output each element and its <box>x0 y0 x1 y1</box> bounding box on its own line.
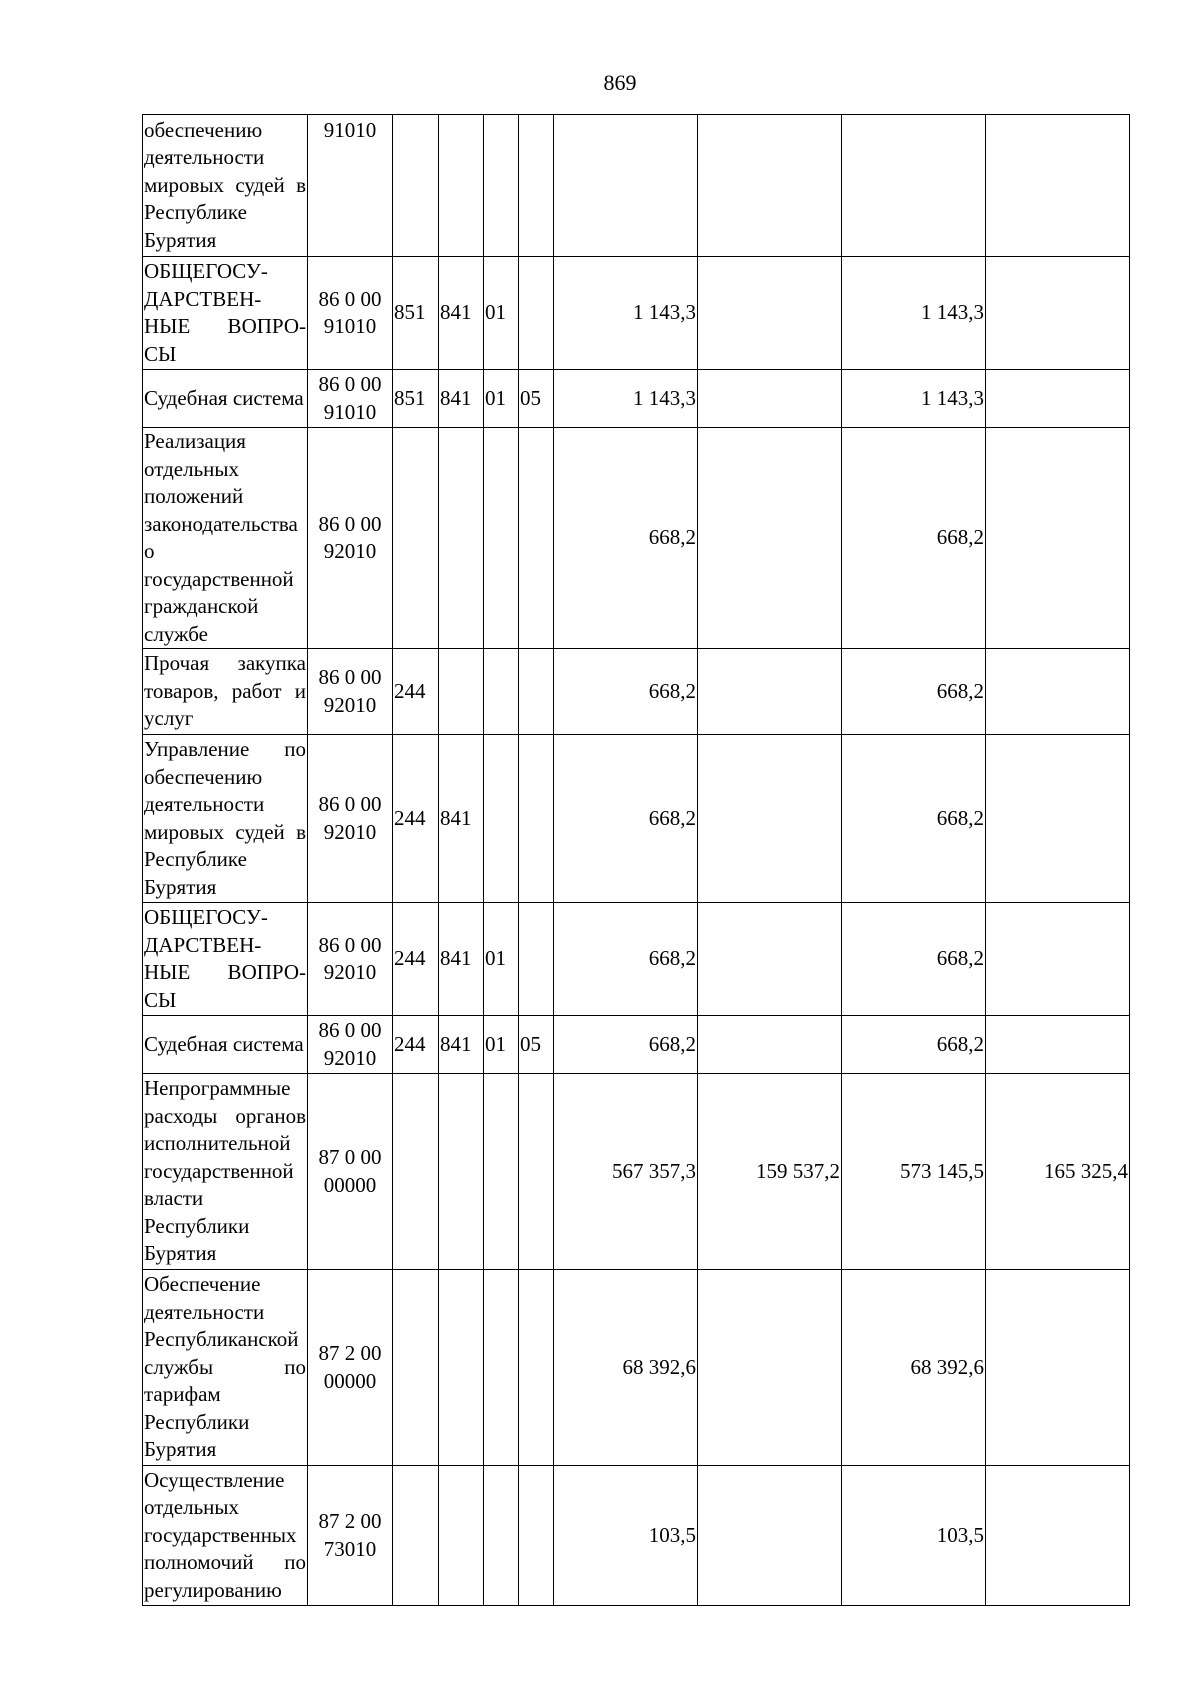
amount-3: 668,2 <box>842 649 986 735</box>
row-name: Осуществление отдельных государственных полномочий по регулированию <box>143 1466 308 1606</box>
amount-4 <box>986 735 1130 903</box>
amount-2 <box>698 735 842 903</box>
csr-code: 86 0 00 92010 <box>308 903 393 1016</box>
pr-code <box>519 903 554 1016</box>
table-row <box>143 1016 1130 1074</box>
table-row <box>143 370 1130 428</box>
amount-3 <box>842 115 986 257</box>
amount-2 <box>698 257 842 370</box>
amount-4 <box>986 115 1130 257</box>
rz-code <box>484 115 519 257</box>
row-name: Судебная система <box>143 1016 308 1074</box>
rz-code: 01 <box>484 1016 519 1074</box>
amount-3: 573 145,5 <box>842 1074 986 1270</box>
vr-code <box>393 428 439 649</box>
amount-3: 668,2 <box>842 903 986 1016</box>
table-body <box>143 115 1130 1606</box>
grbs-code <box>439 1466 484 1606</box>
table-row <box>143 428 1130 649</box>
amount-4 <box>986 903 1130 1016</box>
csr-code: 87 0 00 00000 <box>308 1074 393 1270</box>
vr-code: 851 <box>393 370 439 428</box>
amount-2 <box>698 115 842 257</box>
rz-code <box>484 428 519 649</box>
grbs-code: 841 <box>439 257 484 370</box>
pr-code <box>519 1270 554 1466</box>
pr-code <box>519 428 554 649</box>
amount-1: 103,5 <box>554 1466 698 1606</box>
amount-1: 668,2 <box>554 1016 698 1074</box>
table-row <box>143 903 1130 1016</box>
pr-code <box>519 115 554 257</box>
amount-1: 1 143,3 <box>554 257 698 370</box>
pr-code <box>519 1074 554 1270</box>
row-name: ОБЩЕГОСУ-ДАРСТВЕН-НЫЕ ВОПРО-СЫ <box>143 257 308 370</box>
amount-2 <box>698 903 842 1016</box>
amount-4 <box>986 1466 1130 1606</box>
vr-code <box>393 1074 439 1270</box>
vr-code: 244 <box>393 1016 439 1074</box>
pr-code <box>519 735 554 903</box>
amount-2 <box>698 428 842 649</box>
vr-code: 244 <box>393 903 439 1016</box>
row-name: Непрограммные расходы органов исполнительной государственной власти Республики Бурятия <box>143 1074 308 1270</box>
csr-code: 86 0 00 92010 <box>308 735 393 903</box>
rz-code <box>484 1074 519 1270</box>
grbs-code: 841 <box>439 735 484 903</box>
rz-code <box>484 1270 519 1466</box>
row-name: Управление по обеспечению деятельности мировых судей в Республике Бурятия <box>143 735 308 903</box>
rz-code: 01 <box>484 370 519 428</box>
csr-code: 91010 <box>308 115 393 257</box>
amount-3: 68 392,6 <box>842 1270 986 1466</box>
grbs-code <box>439 1270 484 1466</box>
grbs-code <box>439 649 484 735</box>
amount-3: 668,2 <box>842 428 986 649</box>
amount-4 <box>986 1016 1130 1074</box>
amount-2 <box>698 370 842 428</box>
row-name: Судебная система <box>143 370 308 428</box>
vr-code: 851 <box>393 257 439 370</box>
row-name: обеспечению деятельности мировых судей в Республике Бурятия <box>143 115 308 257</box>
amount-2 <box>698 649 842 735</box>
vr-code: 244 <box>393 735 439 903</box>
amount-4: 165 325,4 <box>986 1074 1130 1270</box>
budget-table <box>142 114 1130 1606</box>
csr-code: 86 0 00 92010 <box>308 649 393 735</box>
pr-code <box>519 1466 554 1606</box>
row-name: Обеспечение деятельности Республиканской службы по тарифам Республики Бурятия <box>143 1270 308 1466</box>
table-row <box>143 649 1130 735</box>
rz-code <box>484 1466 519 1606</box>
amount-1: 567 357,3 <box>554 1074 698 1270</box>
amount-1: 668,2 <box>554 903 698 1016</box>
amount-1: 668,2 <box>554 649 698 735</box>
amount-3: 1 143,3 <box>842 257 986 370</box>
row-name: Прочая закупка товаров, работ и услуг <box>143 649 308 735</box>
amount-3: 668,2 <box>842 735 986 903</box>
table-row <box>143 257 1130 370</box>
amount-1 <box>554 115 698 257</box>
rz-code <box>484 649 519 735</box>
csr-code: 86 0 00 92010 <box>308 1016 393 1074</box>
amount-1: 68 392,6 <box>554 1270 698 1466</box>
pr-code: 05 <box>519 370 554 428</box>
grbs-code <box>439 1074 484 1270</box>
vr-code <box>393 1270 439 1466</box>
grbs-code: 841 <box>439 903 484 1016</box>
amount-4 <box>986 428 1130 649</box>
amount-4 <box>986 1270 1130 1466</box>
amount-1: 668,2 <box>554 428 698 649</box>
row-name: Реализация отдельных положений законодательства о государственной гражданской службе <box>143 428 308 649</box>
grbs-code <box>439 428 484 649</box>
table-row <box>143 1074 1130 1270</box>
table-row <box>143 735 1130 903</box>
pr-code <box>519 257 554 370</box>
pr-code <box>519 649 554 735</box>
csr-code: 86 0 00 91010 <box>308 370 393 428</box>
csr-code: 86 0 00 91010 <box>308 257 393 370</box>
vr-code <box>393 1466 439 1606</box>
amount-2 <box>698 1466 842 1606</box>
amount-2: 159 537,2 <box>698 1074 842 1270</box>
amount-2 <box>698 1016 842 1074</box>
grbs-code: 841 <box>439 370 484 428</box>
table-row <box>143 115 1130 257</box>
grbs-code: 841 <box>439 1016 484 1074</box>
rz-code: 01 <box>484 257 519 370</box>
rz-code: 01 <box>484 903 519 1016</box>
amount-2 <box>698 1270 842 1466</box>
table-row <box>143 1270 1130 1466</box>
vr-code <box>393 115 439 257</box>
amount-1: 668,2 <box>554 735 698 903</box>
table-row <box>143 1466 1130 1606</box>
amount-3: 1 143,3 <box>842 370 986 428</box>
amount-3: 668,2 <box>842 1016 986 1074</box>
vr-code: 244 <box>393 649 439 735</box>
page-number: 869 <box>603 70 637 95</box>
csr-code: 87 2 00 00000 <box>308 1270 393 1466</box>
csr-code: 86 0 00 92010 <box>308 428 393 649</box>
amount-3: 103,5 <box>842 1466 986 1606</box>
pr-code: 05 <box>519 1016 554 1074</box>
amount-4 <box>986 370 1130 428</box>
csr-code: 87 2 00 73010 <box>308 1466 393 1606</box>
grbs-code <box>439 115 484 257</box>
row-name: ОБЩЕГОСУ-ДАРСТВЕН-НЫЕ ВОПРО-СЫ <box>143 903 308 1016</box>
amount-1: 1 143,3 <box>554 370 698 428</box>
amount-4 <box>986 257 1130 370</box>
amount-4 <box>986 649 1130 735</box>
rz-code <box>484 735 519 903</box>
